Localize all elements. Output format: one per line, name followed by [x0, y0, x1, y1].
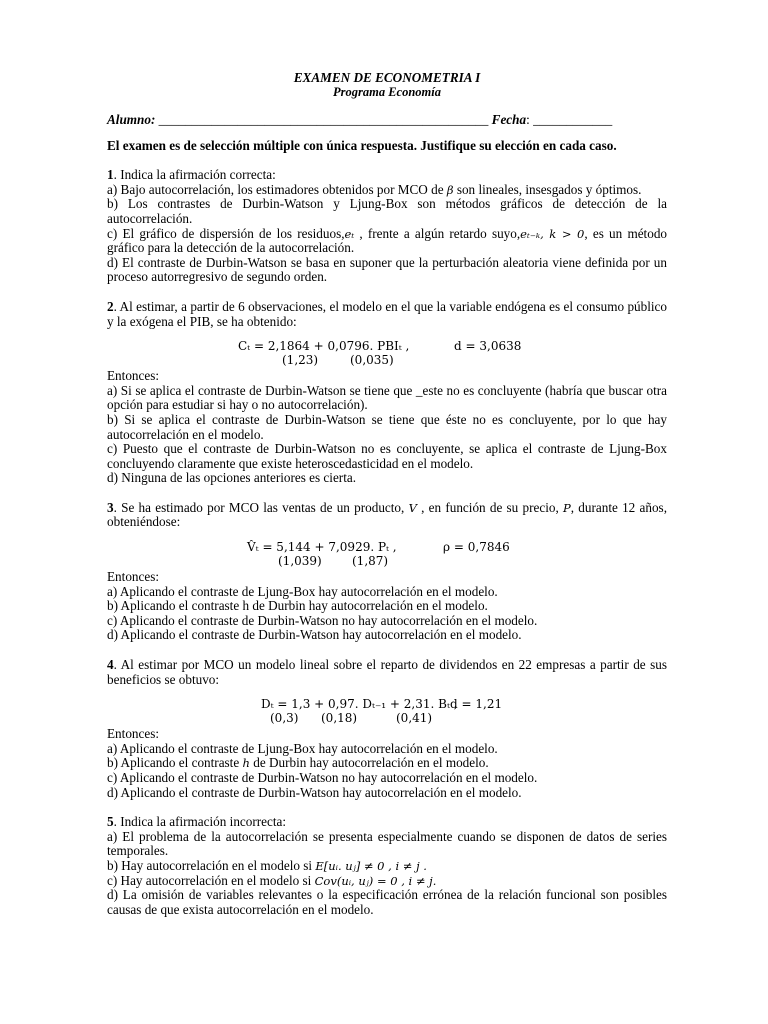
question-5-option-b: b) Hay autocorrelación en el modelo si E[uᵢ. uⱼ] ≠ 0 , i ≠ j .: [107, 857, 427, 873]
alumno-blank: __________________________________________________: [158, 112, 489, 127]
question-3: [107, 501, 667, 643]
standard-error: (0,3): [270, 711, 299, 726]
question-3-equation: [107, 536, 667, 568]
question-3-option-c: c) Aplicando el contraste de Durbin-Watson no hay autocorrelación en el modelo.: [107, 612, 538, 628]
question-5: [107, 815, 667, 917]
question-4-option-b: b) Aplicando el contraste h de Durbin hay autocorrelación en el modelo.: [107, 755, 489, 771]
question-2-equation: [107, 335, 667, 367]
standard-error: (1,87): [352, 554, 389, 569]
exam-title: EXAMEN DE ECONOMETRIA I: [293, 70, 481, 85]
exam-page: [107, 70, 667, 917]
question-2-option-c: c) Puesto que el contraste de Durbin-Watson no es concluyente, se aplica el contraste de Ljung-Box concluyendo claramente que existe heteroscedasticidad en el modelo.: [107, 441, 667, 471]
question-2: [107, 300, 667, 486]
equation-statistic: ρ = 0,7846: [443, 540, 510, 555]
question-3-option-b: b) Aplicando el contraste h de Durbin hay autocorrelación en el modelo.: [107, 598, 488, 614]
question-2-option-b: b) Si se aplica el contraste de Durbin-Watson se tiene que éste no es concluyente, por lo que hay autocorrelación en el modelo.: [107, 411, 667, 442]
question-2-option-a: a) Si se aplica el contraste de Durbin-Watson se tiene que _este no es concluyente (habría que buscar otra opción para estudiar si hay o no autocorrelación).: [107, 382, 667, 413]
question-4-option-a: a) Aplicando el contraste de Ljung-Box hay autocorrelación en el modelo.: [107, 740, 498, 756]
exam-subtitle: Programa Economía: [333, 85, 441, 99]
question-4-number: 4: [107, 657, 114, 673]
equation-main: V̂ₜ = 5,144 + 7,0929. Pₜ ,: [247, 540, 397, 555]
question-5-option-a: a) El problema de la autocorrelación se presenta especialmente cuando se disponen de datos de series temporales.: [107, 828, 667, 859]
question-5-number: 5: [107, 814, 114, 830]
question-1-option-c: c) El gráfico de dispersión de los residuos,eₜ , frente a algún retardo suyo,eₜ₋ₖ, k > 0, es un método gráfico para la detección de la autocorrelación.: [107, 225, 668, 256]
question-3-stem: 3. Se ha estimado por MCO las ventas de un producto, V , en función de su precio, P, durante 12 años, obteniéndose:: [107, 499, 667, 530]
question-1-number: 1: [107, 167, 114, 183]
question-4-option-c: c) Aplicando el contraste de Durbin-Watson no hay autocorrelación en el modelo.: [107, 770, 538, 785]
exam-instructions: El examen es de selección múltiple con única respuesta. Justifique su elección en cada caso.: [107, 137, 617, 153]
question-3-number: 3: [107, 499, 114, 515]
standard-error: (1,23): [282, 353, 319, 368]
equation-main: Dₜ = 1,3 + 0,97. Dₜ₋₁ + 2,31. Bₜ ,: [261, 697, 458, 712]
question-1-stem: 1. Indica la afirmación correcta:: [107, 167, 276, 183]
fecha-blank: ____________: [533, 112, 613, 127]
student-line: [107, 113, 667, 128]
alumno-label: Alumno:: [107, 112, 156, 127]
standard-error: (0,18): [321, 711, 358, 726]
question-5-option-d: d) La omisión de variables relevantes o la especificación errónea de la relación funcional son posibles causas de que exista autocorrelación en el modelo.: [107, 887, 667, 917]
equation-main: Cₜ = 2,1864 + 0,0796. PBIₜ ,: [238, 339, 410, 354]
standard-error: (0,41): [396, 711, 433, 726]
question-5-stem: 5. Indica la afirmación incorrecta:: [107, 814, 287, 830]
question-5-option-c: c) Hay autocorrelación en el modelo si Cov(uᵢ, uⱼ) = 0 , i ≠ j.: [107, 872, 437, 888]
fecha-label: Fecha: [491, 112, 527, 127]
question-4-equation: [107, 693, 667, 725]
equation-statistic: d = 3,0638: [454, 339, 522, 354]
entonces-label: Entonces:: [107, 726, 160, 742]
question-2-number: 2: [107, 298, 114, 314]
question-4: [107, 658, 667, 800]
fecha-colon: :: [526, 112, 530, 127]
standard-error: (1,039): [278, 554, 322, 569]
question-1: [107, 168, 667, 285]
question-4-stem: 4. Al estimar por MCO un modelo lineal sobre el reparto de dividendos en 22 empresas a partir de sus beneficios se obtuvo:: [107, 657, 667, 687]
question-1-option-b: b) Los contrastes de Durbin-Watson y Ljung-Box son métodos gráficos de detección de la autocorrelación.: [107, 196, 667, 226]
question-1-option-a: a) Bajo autocorrelación, los estimadores obtenidos por MCO de β son lineales, insesgados y óptimos.: [107, 181, 642, 197]
standard-error: (0,035): [350, 353, 394, 368]
entonces-label: Entonces:: [107, 368, 160, 384]
entonces-label: Entonces:: [107, 569, 160, 585]
question-1-option-d: d) El contraste de Durbin-Watson se basa en suponer que la perturbación aleatoria viene definida por un proceso autorregresivo de segundo orden.: [107, 254, 667, 285]
question-4-option-d: d) Aplicando el contraste de Durbin-Watson hay autocorrelación en el modelo.: [107, 784, 522, 800]
equation-statistic: d = 1,21: [450, 697, 503, 712]
question-2-stem: 2. Al estimar, a partir de 6 observaciones, el modelo en el que la variable endógena es el consumo público y la exógena el PIB, se ha obtenido:: [107, 298, 667, 329]
question-3-option-d: d) Aplicando el contraste de Durbin-Watson hay autocorrelación en el modelo.: [107, 627, 522, 643]
question-3-option-a: a) Aplicando el contraste de Ljung-Box hay autocorrelación en el modelo.: [107, 583, 498, 599]
question-2-option-d: d) Ninguna de las opciones anteriores es cierta.: [107, 470, 357, 486]
